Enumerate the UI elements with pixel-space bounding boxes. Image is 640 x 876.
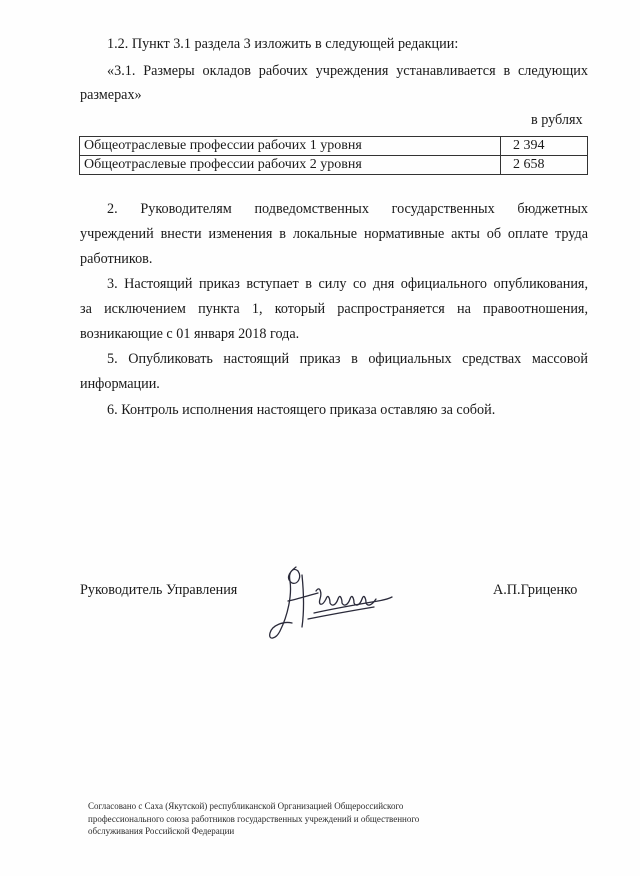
item5-line1: 5. Опубликовать настоящий приказ в официальных средствах массовой	[107, 351, 588, 367]
salary-table	[79, 136, 588, 175]
item3-line1: 3. Настоящий приказ вступает в силу со дня официального опубликования,	[107, 276, 588, 292]
table-row	[80, 156, 588, 175]
footer-line: Согласовано с Саха (Якутской) республиканской Организацией Общероссийского	[88, 801, 404, 811]
table-cell-value: 2 394	[501, 137, 588, 156]
footer-note	[88, 800, 419, 838]
footer-line: профессионального союза работников государственных учреждений и общественного	[88, 813, 420, 824]
item3-line2: за исключением пункта 1, который распространяется на правоотношения,	[80, 301, 588, 317]
table-cell-value: 2 658	[501, 156, 588, 175]
clause-3-1-line1: «3.1. Размеры окладов рабочих учреждения устанавливается в следующих	[107, 63, 588, 79]
item6: 6. Контроль исполнения настоящего приказа оставляю за собой.	[107, 402, 496, 418]
item2-line2: учреждений внести изменения в локальные нормативные акты об оплате труда	[80, 226, 588, 242]
table-cell-name: Общеотраслевые профессии рабочих 2 уровня	[80, 156, 501, 175]
item2-line1: 2. Руководителям подведомственных государственных бюджетных	[107, 201, 588, 217]
item5-line2: информации.	[80, 376, 160, 392]
table-row	[80, 137, 588, 156]
table-cell-name: Общеотраслевые профессии рабочих 1 уровня	[80, 137, 501, 156]
units-label: в рублях	[531, 112, 583, 128]
clause-1-2: 1.2. Пункт 3.1 раздела 3 изложить в следующей редакции:	[107, 36, 459, 52]
clause-3-1-line2: размерах»	[80, 87, 142, 103]
footer-line: обслуживания Российской Федерации	[88, 826, 235, 836]
item2-line3: работников.	[80, 251, 153, 267]
signature-position: Руководитель Управления	[80, 582, 238, 598]
item3-line3: возникающие с 01 января 2018 года.	[80, 326, 300, 342]
signature-name: А.П.Гриценко	[493, 582, 578, 598]
handwritten-signature	[258, 555, 398, 655]
